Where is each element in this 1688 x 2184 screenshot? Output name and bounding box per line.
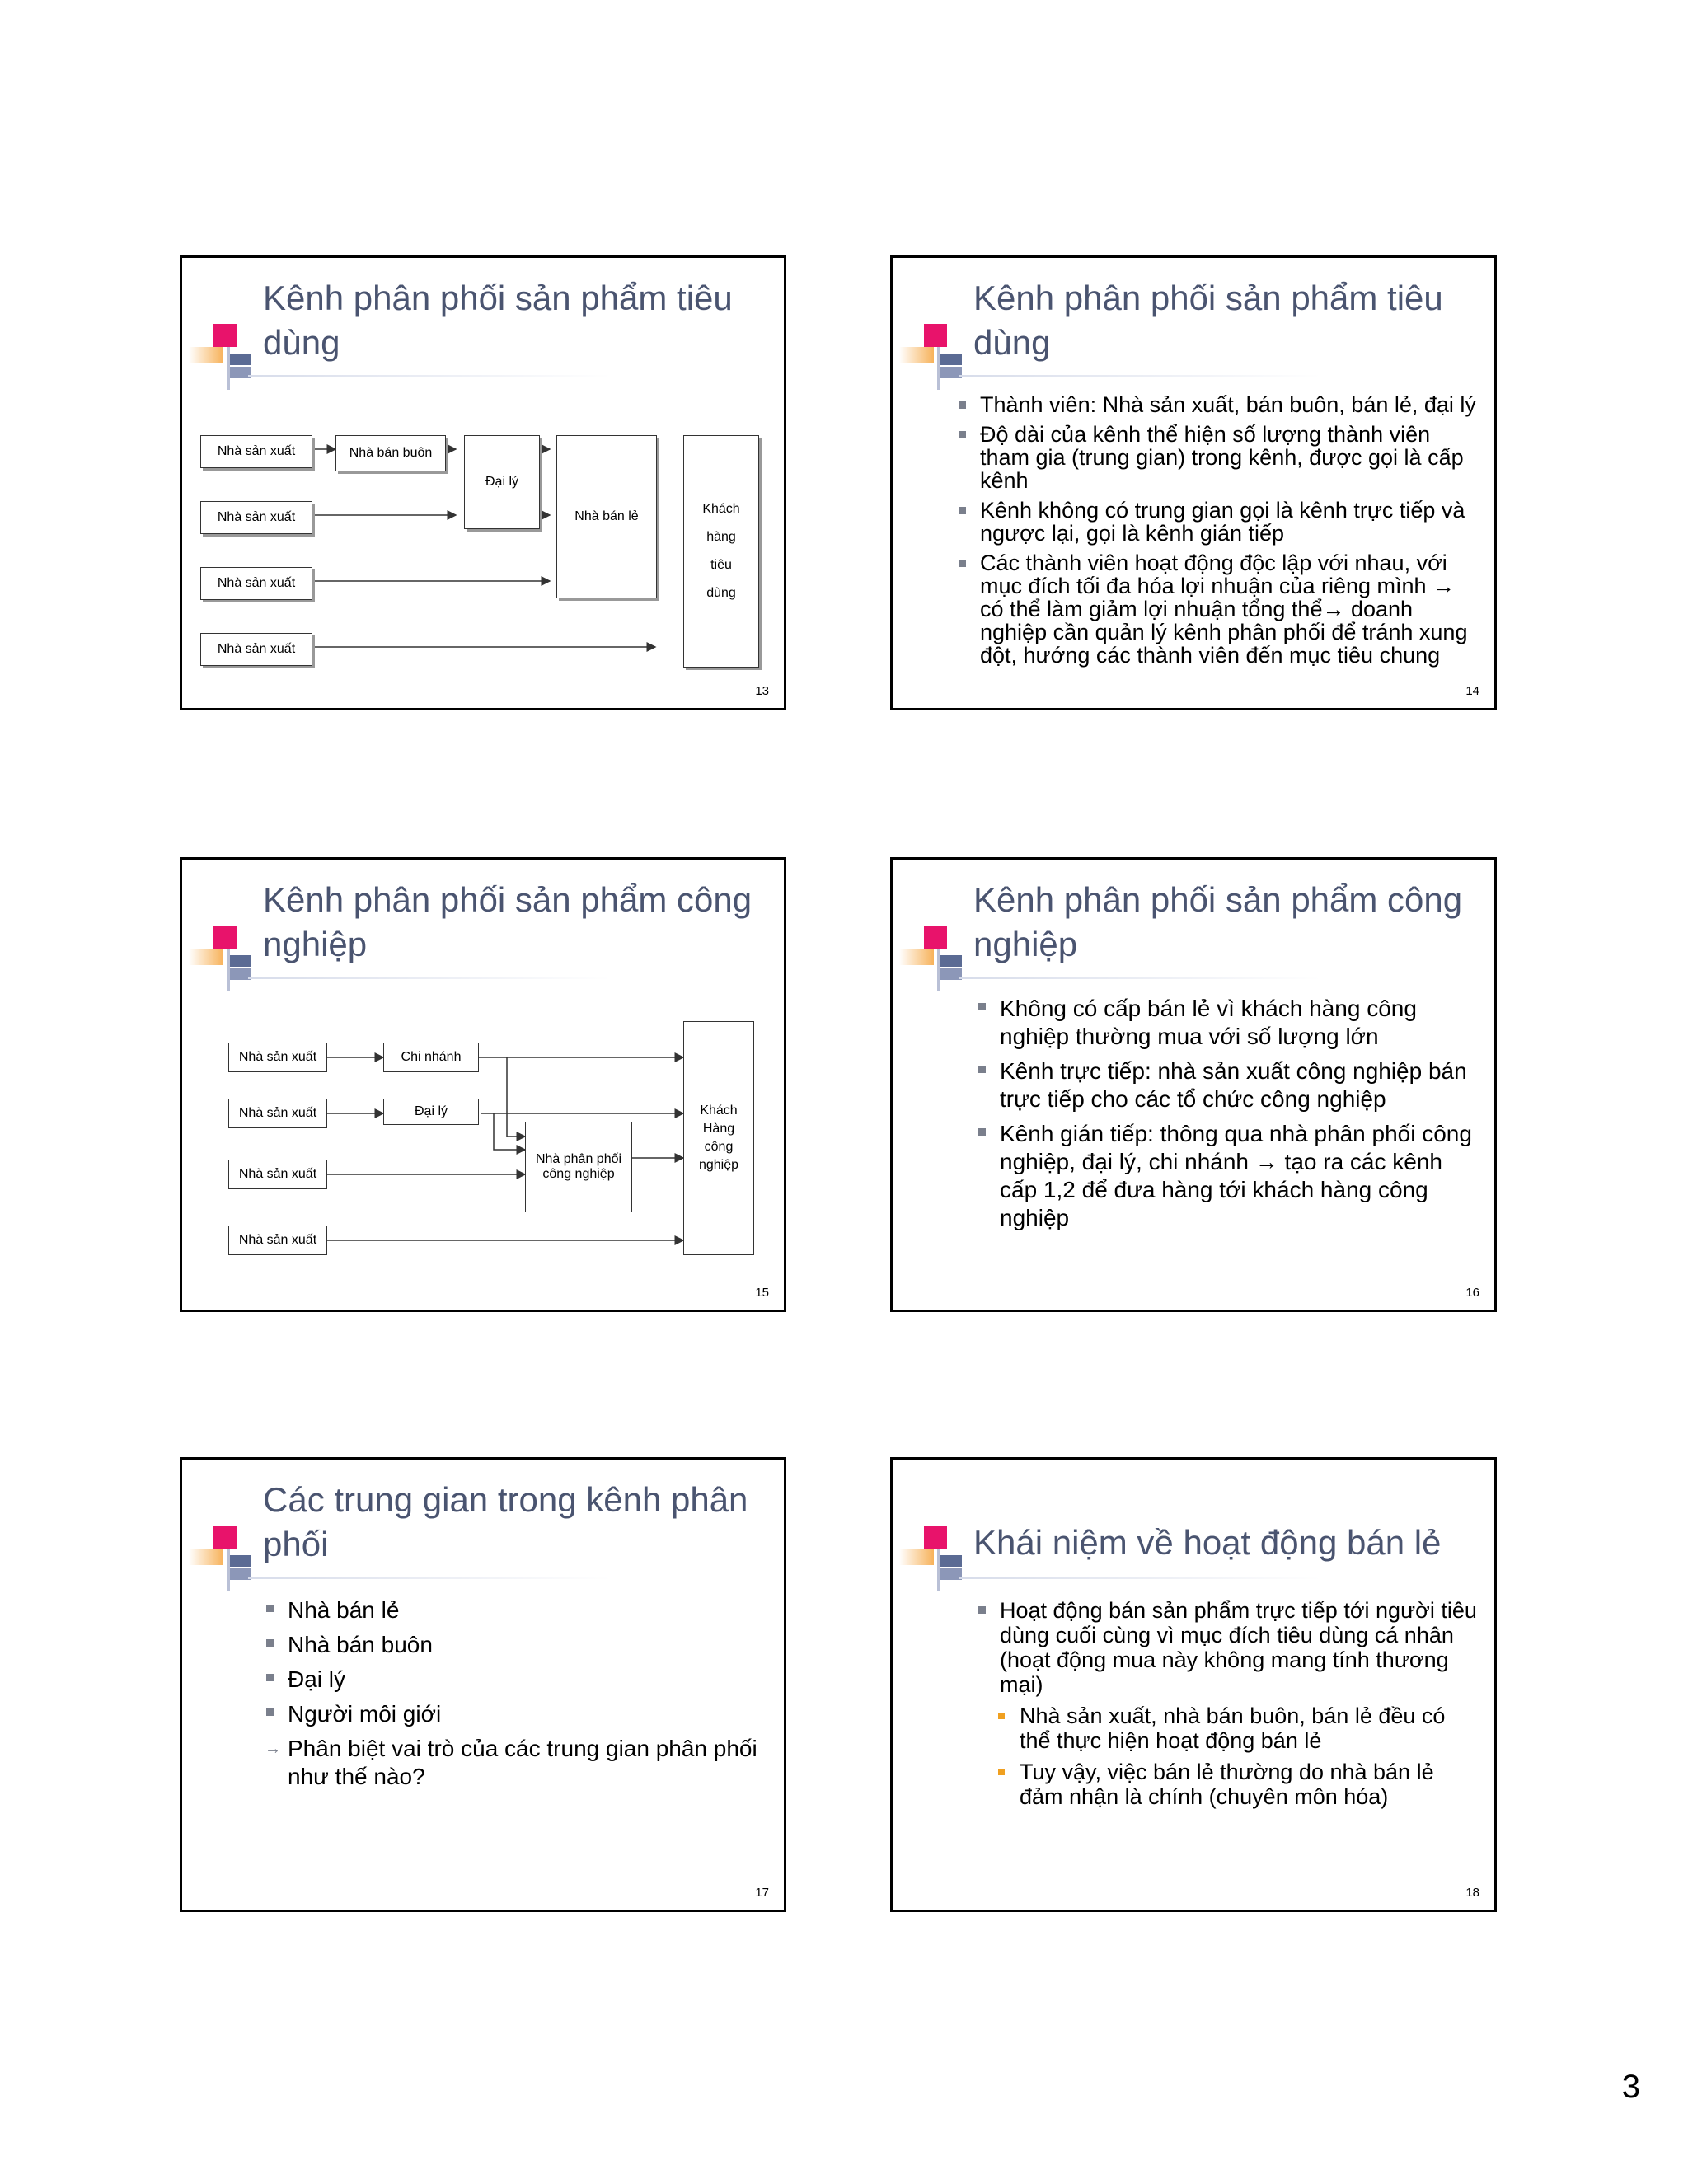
- bullet-item: Người môi giới: [265, 1700, 759, 1728]
- bullet-item: Kênh không có trung gian gọi là kênh trực tiếp và ngược lại, gọi là kênh gián tiếp: [957, 499, 1484, 545]
- slide-logo-icon: [899, 324, 973, 390]
- producer-box: Nhà sản xuất: [228, 1226, 327, 1255]
- producer-box: Nhà sản xuất: [228, 1099, 327, 1128]
- slide-number: 14: [1465, 684, 1479, 698]
- title-rule: [959, 977, 1321, 979]
- slide-title: Các trung gian trong kênh phân phối: [263, 1480, 748, 1563]
- producer-box: Nhà sản xuất: [200, 567, 312, 600]
- wholesaler-box: Nhà bán buôn: [335, 435, 446, 471]
- slide-15: [180, 857, 786, 1312]
- bullet-item: Các thành viên hoạt động độc lập với nhau, với mục đích tối đa hóa lợi nhuận của riêng mình → có thể làm giảm lợi nhuận tổng thể→ doanh nghiệp cần quản lý kênh phân phối để tránh xung đột, hướng các thành viên đến mục tiêu chung: [957, 551, 1484, 667]
- slide-title: Khái niệm về hoạt động bán lẻ: [973, 1523, 1442, 1562]
- distributor-box: Nhà phân phối công nghiệp: [525, 1122, 632, 1212]
- slide-title: Kênh phân phối sản phẩm công nghiệp: [263, 880, 753, 963]
- slide-title: Kênh phân phối sản phẩm công nghiệp: [973, 880, 1463, 963]
- slide-logo-icon: [189, 1526, 263, 1591]
- bullet-item: Nhà bán lẻ: [265, 1596, 759, 1624]
- arrow-bullet-item: → Phân biệt vai trò của các trung gian phân phối như thế nào?: [265, 1735, 759, 1791]
- bullet-item: Độ dài của kênh thể hiện số lượng thành viên tham gia (trung gian) trong kênh, được gọi là cấp kênh: [957, 423, 1484, 492]
- consumer-box: Khách hàng tiêu dùng: [683, 435, 759, 668]
- bullet-list: [977, 995, 1481, 1239]
- page-number: 3: [1621, 2069, 1640, 2105]
- slide-title: Kênh phân phối sản phẩm tiêu dùng: [973, 279, 1443, 362]
- industrial-customer-box: Khách Hàng công nghiệp: [683, 1021, 754, 1255]
- slide-14: [890, 255, 1497, 710]
- slide-logo-icon: [899, 926, 973, 991]
- slide-title: Kênh phân phối sản phẩm tiêu dùng: [263, 279, 733, 362]
- bullet-item: Đại lý: [265, 1666, 759, 1694]
- bullet-item: Thành viên: Nhà sản xuất, bán buôn, bán lẻ, đại lý: [957, 393, 1484, 416]
- slide-logo-icon: [899, 1526, 973, 1591]
- slide-number: 16: [1465, 1286, 1479, 1300]
- bullet-item: Kênh gián tiếp: thông qua nhà phân phối công nghiệp, đại lý, chi nhánh → tạo ra các kênh cấp 1,2 để đưa hàng tới khách hàng công nghiệp: [977, 1120, 1481, 1232]
- retailer-box: Nhà bán lẻ: [556, 435, 657, 598]
- slide-16: [890, 857, 1497, 1312]
- title-rule: [248, 1577, 611, 1579]
- branch-box: Chi nhánh: [383, 1043, 479, 1072]
- agent-box: Đại lý: [464, 435, 540, 529]
- agent-box: Đại lý: [383, 1099, 479, 1125]
- bullet-item: Không có cấp bán lẻ vì khách hàng công nghiệp thường mua với số lượng lớn: [977, 995, 1481, 1051]
- slide-13: [180, 255, 786, 710]
- sub-bullet-item: Tuy vậy, việc bán lẻ thường do nhà bán lẻ đảm nhận là chính (chuyên môn hóa): [977, 1760, 1481, 1809]
- slide-18: [890, 1457, 1497, 1912]
- bullet-item: Nhà bán buôn: [265, 1631, 759, 1659]
- bullet-list: [957, 393, 1484, 673]
- sub-bullet-item: Nhà sản xuất, nhà bán buôn, bán lẻ đều có thể thực hiện hoạt động bán lẻ: [977, 1704, 1481, 1753]
- producer-box: Nhà sản xuất: [200, 633, 312, 666]
- producer-box: Nhà sản xuất: [228, 1043, 327, 1072]
- bullet-list: [265, 1596, 759, 1797]
- slide-number: 15: [755, 1286, 769, 1300]
- bullet-item: Hoạt động bán sản phẩm trực tiếp tới người tiêu dùng cuối cùng vì mục đích tiêu dùng cá nhân (hoạt động mua này không mang tính thương mại): [977, 1598, 1481, 1697]
- bullet-item: Kênh trực tiếp: nhà sản xuất công nghiệp bán trực tiếp cho các tổ chức công nghiệp: [977, 1057, 1481, 1113]
- producer-box: Nhà sản xuất: [200, 435, 312, 468]
- title-rule: [959, 375, 1321, 377]
- title-rule: [959, 1577, 1321, 1579]
- producer-box: Nhà sản xuất: [228, 1160, 327, 1189]
- slide-number: 17: [755, 1886, 769, 1900]
- slide-number: 13: [755, 684, 769, 698]
- bullet-list: [977, 1598, 1481, 1816]
- slide-number: 18: [1465, 1886, 1479, 1900]
- producer-box: Nhà sản xuất: [200, 501, 312, 534]
- slide-17: [180, 1457, 786, 1912]
